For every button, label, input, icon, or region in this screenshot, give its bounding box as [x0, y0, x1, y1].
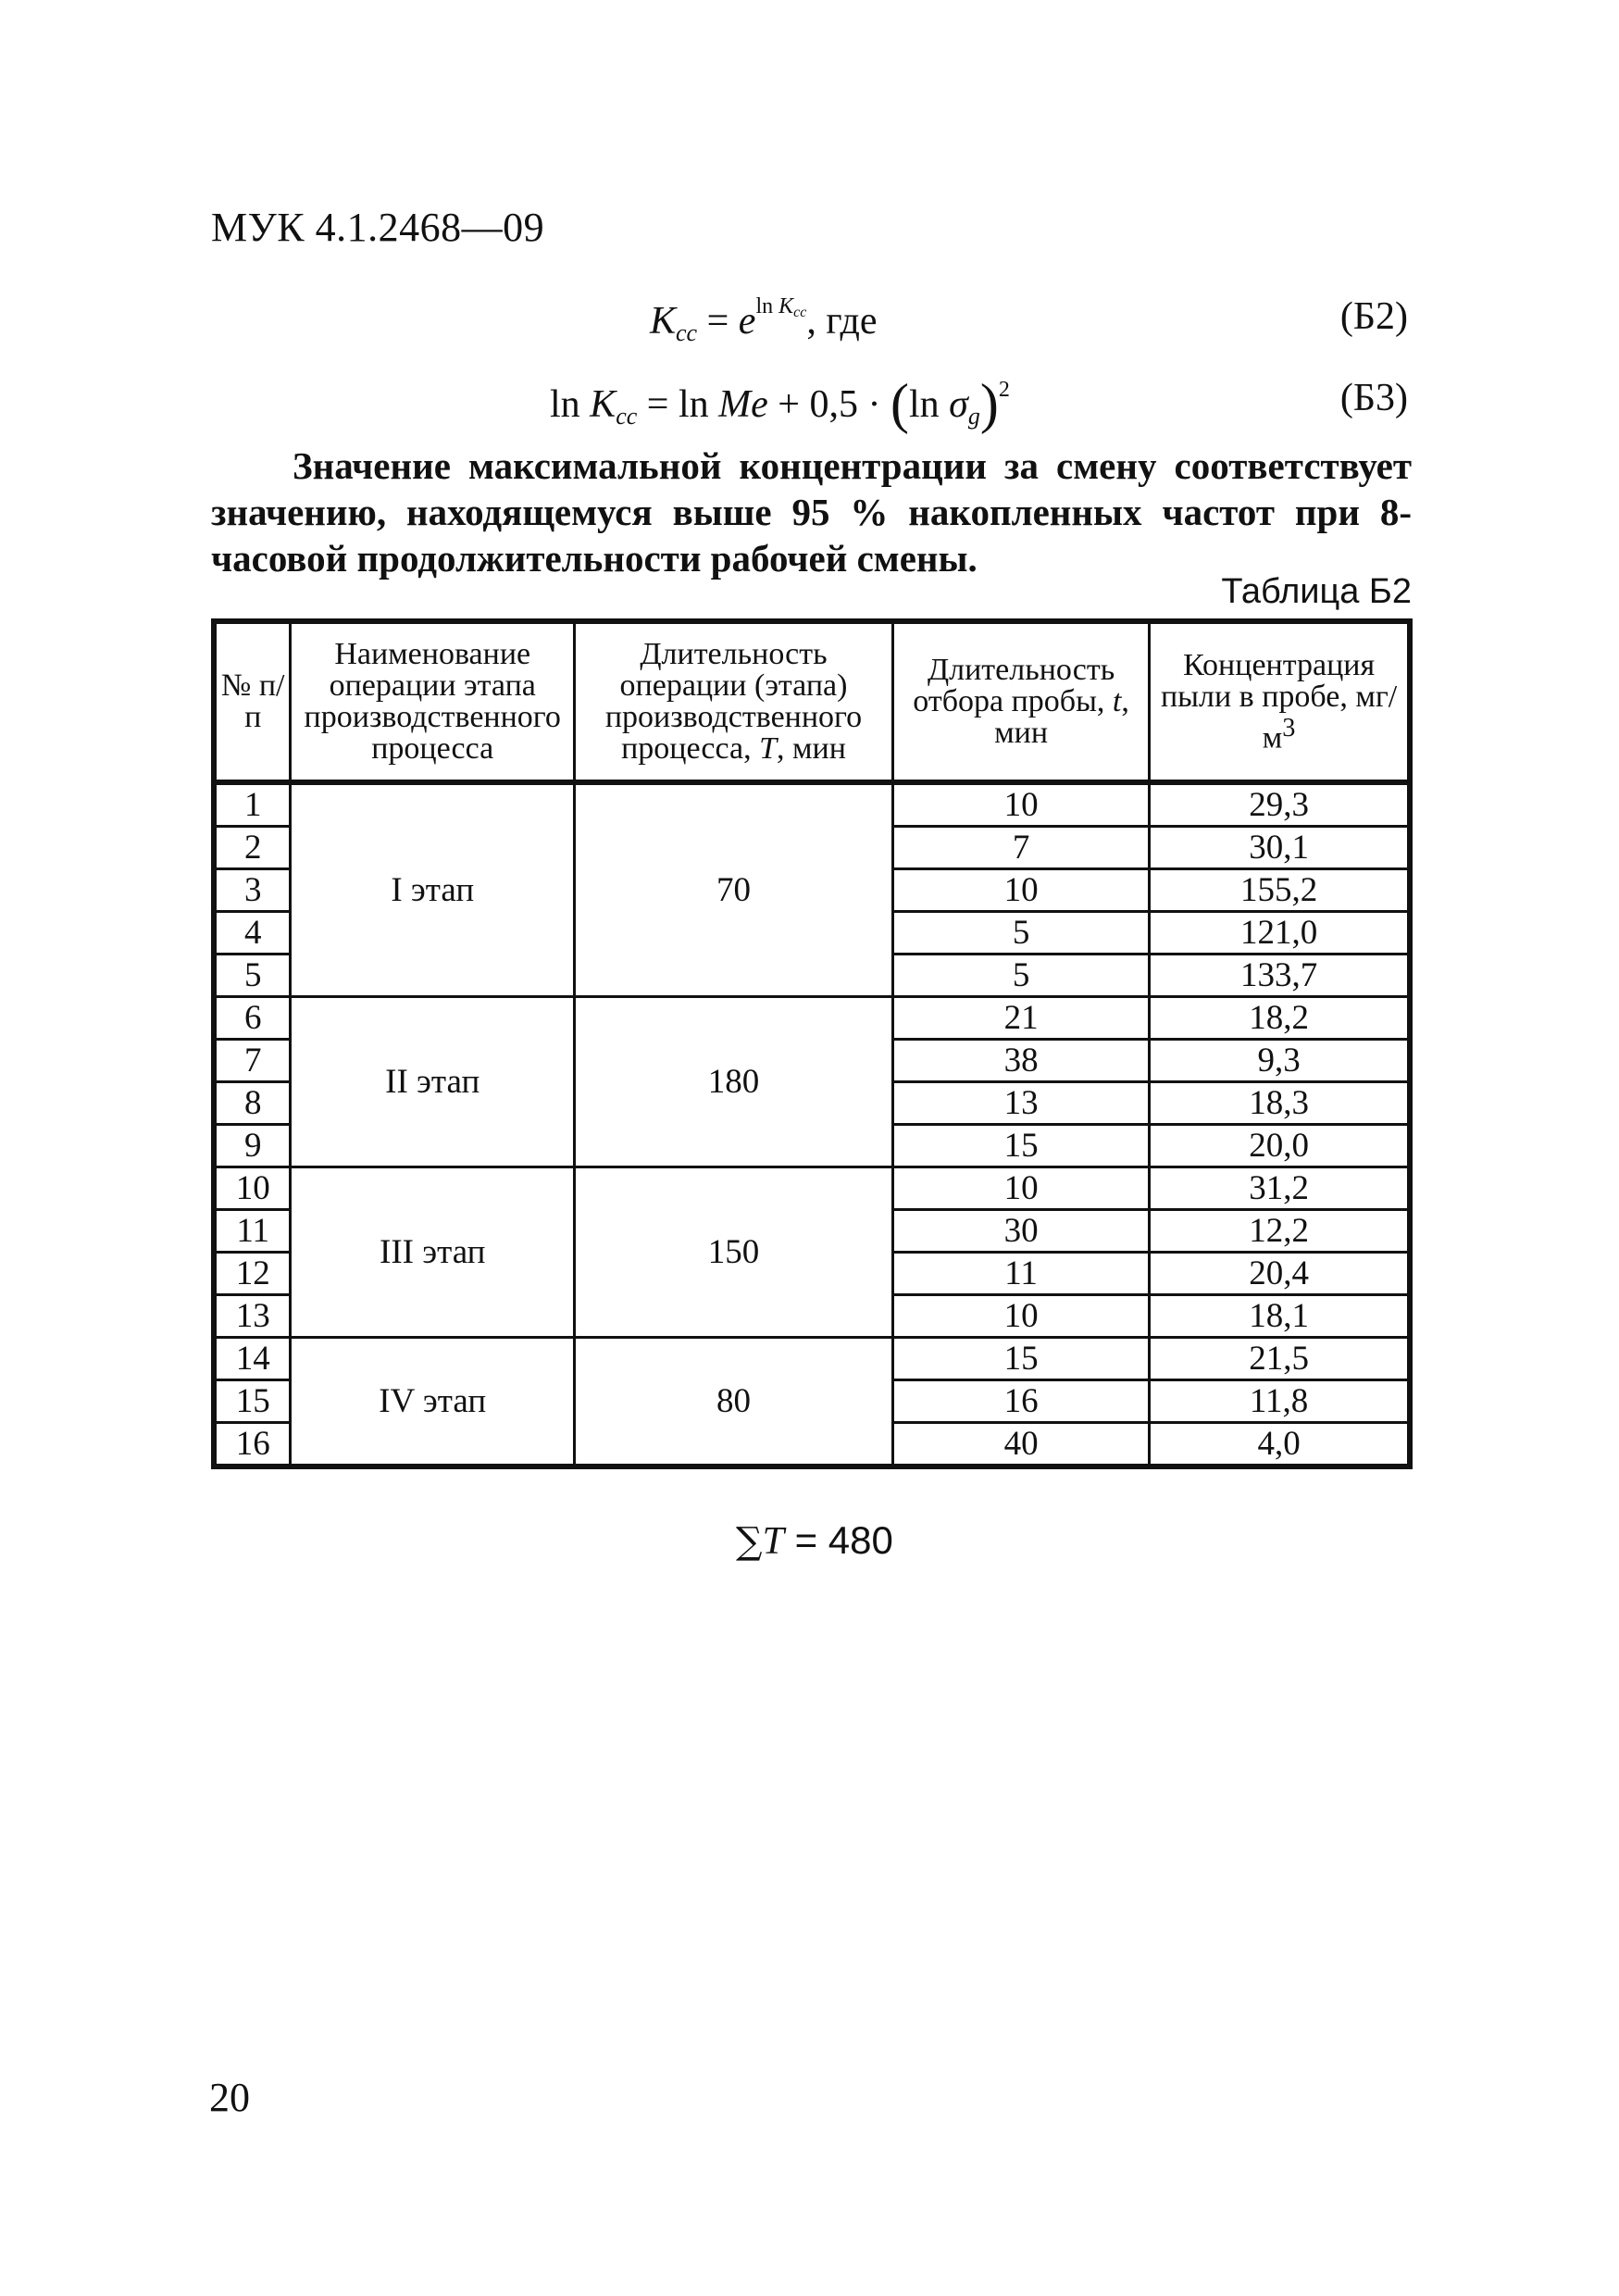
cell-sample-duration: 5	[892, 955, 1149, 997]
cell-concentration: 31,2	[1150, 1167, 1410, 1210]
formula-b3-close-paren: )	[979, 373, 999, 434]
cell-concentration: 18,1	[1150, 1295, 1410, 1338]
sum-value: = 480	[783, 1518, 893, 1562]
cell-num: 12	[214, 1253, 291, 1295]
formula-b3-me: Me	[718, 383, 768, 426]
cell-concentration: 4,0	[1150, 1423, 1410, 1467]
formula-b2-number: (Б2)	[1339, 295, 1408, 338]
cell-stage-name: I этап	[291, 782, 575, 997]
cell-concentration: 11,8	[1150, 1380, 1410, 1423]
cell-sample-duration: 21	[892, 997, 1149, 1040]
header-concentration	[1150, 621, 1410, 782]
cell-num: 10	[214, 1167, 291, 1210]
cell-concentration: 121,0	[1150, 912, 1410, 955]
header-duration-var: T	[759, 731, 777, 766]
cell-sample-duration: 10	[892, 1167, 1149, 1210]
cell-num: 11	[214, 1210, 291, 1253]
body-paragraph	[211, 443, 1412, 581]
cell-concentration: 20,4	[1150, 1253, 1410, 1295]
cell-num: 5	[214, 955, 291, 997]
formula-b3-eq: = ln	[637, 383, 719, 426]
sum-var: T	[762, 1520, 784, 1563]
formula-b2-lhs-sub: cc	[676, 319, 698, 346]
page-number: 20	[209, 2075, 250, 2120]
header-conc-sup: 3	[1282, 713, 1296, 742]
cell-num: 2	[214, 827, 291, 869]
cell-sample-duration: 30	[892, 1210, 1149, 1253]
table-row	[214, 782, 1410, 827]
cell-stage-name: II этап	[291, 997, 575, 1167]
table-caption: Таблица Б2	[1221, 572, 1412, 611]
cell-stage-duration: 80	[575, 1338, 893, 1467]
cell-stage-name: III этап	[291, 1167, 575, 1338]
cell-concentration: 133,7	[1150, 955, 1410, 997]
table-header-row	[214, 621, 1410, 782]
formula-b3-plus: + 0,5 ·	[767, 383, 890, 426]
formula-b3	[550, 372, 1010, 436]
cell-concentration: 155,2	[1150, 869, 1410, 912]
cell-concentration: 21,5	[1150, 1338, 1410, 1380]
cell-sample-duration: 10	[892, 1295, 1149, 1338]
cell-num: 15	[214, 1380, 291, 1423]
cell-concentration: 20,0	[1150, 1125, 1410, 1167]
cell-num: 16	[214, 1423, 291, 1467]
cell-num: 6	[214, 997, 291, 1040]
formula-b3-open-paren: (	[890, 373, 909, 434]
cell-num: 13	[214, 1295, 291, 1338]
cell-concentration: 18,3	[1150, 1082, 1410, 1125]
header-sample-duration	[892, 621, 1149, 782]
measurement-table	[211, 618, 1413, 1469]
cell-num: 14	[214, 1338, 291, 1380]
formula-b3-ln2: ln	[908, 383, 950, 426]
table-row	[214, 1338, 1410, 1380]
header-sample-var: t	[1112, 684, 1122, 718]
cell-num: 8	[214, 1082, 291, 1125]
cell-sample-duration: 11	[892, 1253, 1149, 1295]
cell-concentration: 29,3	[1150, 782, 1410, 827]
cell-sample-duration: 10	[892, 869, 1149, 912]
cell-num: 3	[214, 869, 291, 912]
header-operation-name: Наименование операции этапа производственного процесса	[291, 621, 575, 782]
formula-b3-number: (Б3)	[1339, 377, 1408, 419]
formula-b3-var: K	[590, 383, 616, 426]
formula-b2-lhs: K	[650, 300, 677, 343]
cell-sample-duration: 15	[892, 1338, 1149, 1380]
header-num: № п/п	[214, 621, 291, 782]
header-sample-text: Длительность отбора пробы,	[913, 653, 1115, 718]
cell-num: 7	[214, 1040, 291, 1082]
table-row	[214, 1167, 1410, 1210]
cell-stage-duration: 180	[575, 997, 893, 1167]
formula-b3-sigma-sub: g	[967, 403, 980, 430]
cell-num: 1	[214, 782, 291, 827]
cell-sample-duration: 10	[892, 782, 1149, 827]
cell-stage-duration: 150	[575, 1167, 893, 1338]
formula-b2-exp-var: K	[778, 294, 794, 318]
formula-b2	[650, 294, 878, 347]
cell-concentration: 12,2	[1150, 1210, 1410, 1253]
sum-sigma: ∑	[736, 1520, 763, 1563]
formula-b2-eq: =	[697, 300, 739, 343]
cell-stage-duration: 70	[575, 782, 893, 997]
paragraph-text: Значение максимальной концентрации за смену соответствует значению, находящемуся выше 95 % накопленных частот при 8-часовой продолжительности рабочей смены.	[211, 444, 1412, 580]
cell-concentration: 18,2	[1150, 997, 1410, 1040]
header-conc-text: Концентрация пыли в пробе, мг/м	[1160, 647, 1398, 755]
header-duration-unit: , мин	[777, 731, 846, 766]
cell-num: 4	[214, 912, 291, 955]
formula-b2-exp-ln: ln	[755, 294, 779, 318]
formula-b3-ln: ln	[550, 383, 591, 426]
cell-concentration: 30,1	[1150, 827, 1410, 869]
cell-stage-name: IV этап	[291, 1338, 575, 1467]
table-row	[214, 997, 1410, 1040]
table-body	[214, 782, 1410, 1466]
formula-b3-power: 2	[998, 378, 1010, 402]
header-duration-text: Длительность операции (этапа) производственного процесса,	[604, 637, 863, 766]
header-sample-unit: , мин	[994, 684, 1129, 750]
cell-sample-duration: 16	[892, 1380, 1149, 1423]
formula-b2-exponent	[755, 294, 806, 318]
formula-b2-exp-sub: cc	[793, 305, 807, 320]
cell-sample-duration: 15	[892, 1125, 1149, 1167]
cell-concentration: 9,3	[1150, 1040, 1410, 1082]
formula-b3-var-sub: cc	[616, 403, 638, 430]
duration-sum	[736, 1518, 893, 1564]
cell-sample-duration: 5	[892, 912, 1149, 955]
cell-sample-duration: 40	[892, 1423, 1149, 1467]
cell-sample-duration: 38	[892, 1040, 1149, 1082]
header-operation-duration	[575, 621, 893, 782]
formula-b2-tail: , где	[806, 300, 878, 343]
document-id: МУК 4.1.2468—09	[211, 205, 545, 250]
cell-sample-duration: 7	[892, 827, 1149, 869]
formula-b3-sigma: σ	[949, 383, 968, 426]
cell-num: 9	[214, 1125, 291, 1167]
cell-sample-duration: 13	[892, 1082, 1149, 1125]
formula-b2-base: e	[738, 300, 756, 343]
